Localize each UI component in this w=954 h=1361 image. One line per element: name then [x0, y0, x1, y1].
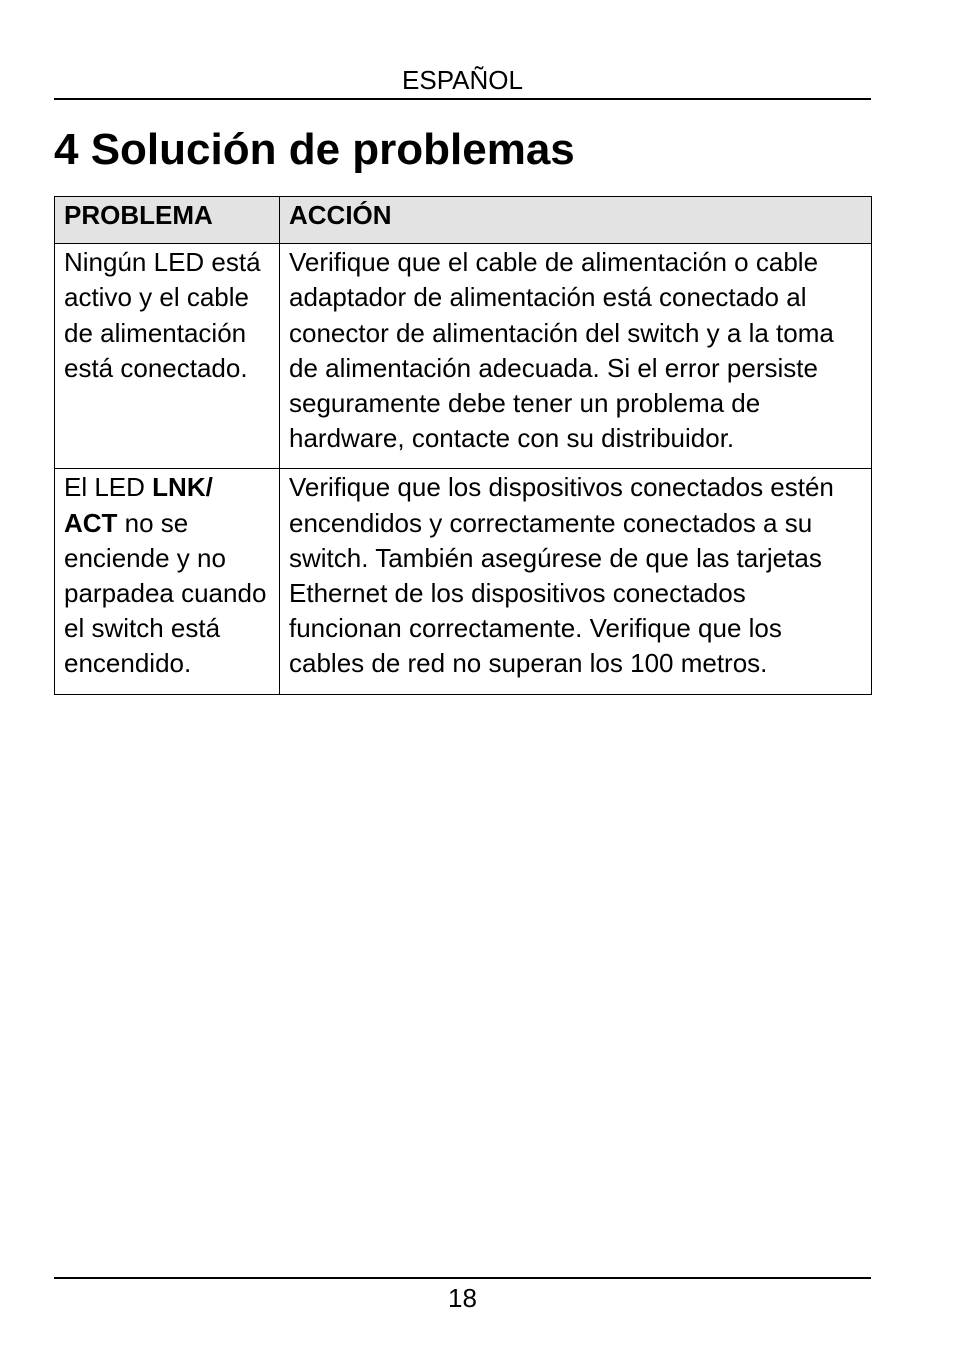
- header-divider: [54, 98, 871, 100]
- problem-text-suffix: no se enciende y no parpadea cuando el switch está encendido.: [64, 507, 267, 679]
- action-cell: Verifique que los dispositivos conectados estén encendidos y correctamente conectados a su switch. También asegúrese de que las tarjetas Ethernet de los dispositivos conectados funcionan correctamente. Verifique que los cables de red no superan los 100 metros.: [280, 469, 872, 694]
- column-header-action: ACCIÓN: [280, 197, 872, 244]
- page-title: 4 Solución de problemas: [54, 125, 575, 174]
- page-number: 18: [448, 1283, 477, 1313]
- table-header-row: [55, 197, 872, 244]
- problem-text-prefix: El LED: [64, 472, 153, 503]
- action-cell: Verifique que el cable de alimentación o cable adaptador de alimentación está conectado al conector de alimentación del switch y a la toma de alimentación adecuada. Si el error persiste seguramente debe tener un problema de hardware, contacte con su distribuidor.: [280, 244, 872, 469]
- problem-cell: [55, 469, 280, 694]
- column-header-problem: PROBLEMA: [55, 197, 280, 244]
- led-name-bold: LNK/ ACT: [64, 472, 213, 538]
- troubleshooting-table: [54, 196, 872, 695]
- table-row: [55, 244, 872, 469]
- problem-cell: Ningún LED está activo y el cable de alimentación está conectado.: [55, 244, 280, 469]
- footer-divider: [54, 1277, 871, 1279]
- language-header: ESPAÑOL: [402, 65, 523, 95]
- table-row: [55, 469, 872, 694]
